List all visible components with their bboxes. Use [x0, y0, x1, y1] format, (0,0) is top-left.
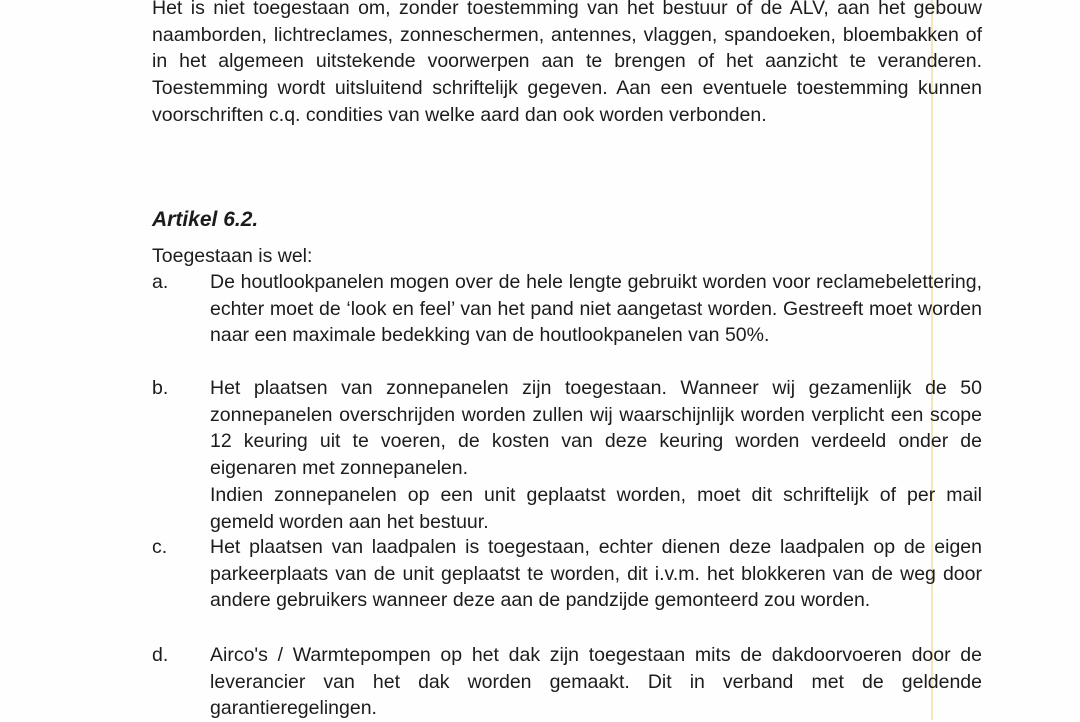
intro-paragraph-block — [152, 0, 982, 129]
article-title: Artikel 6.2. — [152, 208, 259, 231]
list-item-paragraph: Airco's / Warmtepompen op het dak zijn toegestaan mits de dakdoorvoeren door de leverancier van het dak worden gemaakt. Dit in verband met de geldende garantieregelingen. — [210, 644, 982, 720]
list-marker: c. — [152, 536, 168, 558]
list-marker: b. — [152, 377, 169, 399]
article-intro-block — [152, 243, 982, 270]
article-heading-block — [152, 206, 982, 234]
list-item-text — [210, 269, 982, 349]
list-item-text — [210, 642, 982, 722]
article-intro: Toegestaan is wel: — [152, 245, 313, 267]
list-item-text — [210, 534, 982, 614]
list-item-paragraph: Indien zonnepanelen op een unit geplaatst worden, moet dit schriftelijk of per mail gemeld worden aan het bestuur. — [210, 483, 982, 533]
list-marker: a. — [152, 271, 169, 293]
intro-paragraph: Het is niet toegestaan om, zonder toestemming van het bestuur of de ALV, aan het gebouw naamborden, lichtreclames, zonneschermen, antennes, vlaggen, spandoeken, bloembakken of in het algemeen uitstekende voorwerpen aan te brengen of het aanzicht te veranderen. Toestemming wordt uitsluitend schriftelijk gegeven. Aan een eventuele toestemming kunnen voorschriften c.q. condities van welke aard dan ook worden verbonden. — [152, 0, 982, 126]
list-marker: d. — [152, 644, 169, 666]
list-item-text — [210, 375, 982, 535]
list-item-paragraph: Het plaatsen van zonnepanelen zijn toegestaan. Wanneer wij gezamenlijk de 50 zonnepanelen overschrijden worden zullen wij waarschijnlijk worden verplicht een scope 12 keuring uit te voeren, de kosten van deze keuring worden verdeeld onder de eigenaren met zonnepanelen. — [210, 377, 982, 480]
list-item-paragraph: Het plaatsen van laadpalen is toegestaan, echter dienen deze laadpalen op de eigen parkeerplaats van de unit geplaatst te worden, dit i.v.m. het blokkeren van de weg door andere gebruikers wanneer deze aan de pandzijde gemonteerd zou worden. — [210, 536, 982, 612]
list-item-paragraph: De houtlookpanelen mogen over de hele lengte gebruikt worden voor reclamebelettering, echter moet de ‘look en feel’ van het pand niet aangetast worden. Gestreeft moet worden naar een maximale bedekking van de houtlookpanelen van 50%. — [210, 271, 982, 347]
